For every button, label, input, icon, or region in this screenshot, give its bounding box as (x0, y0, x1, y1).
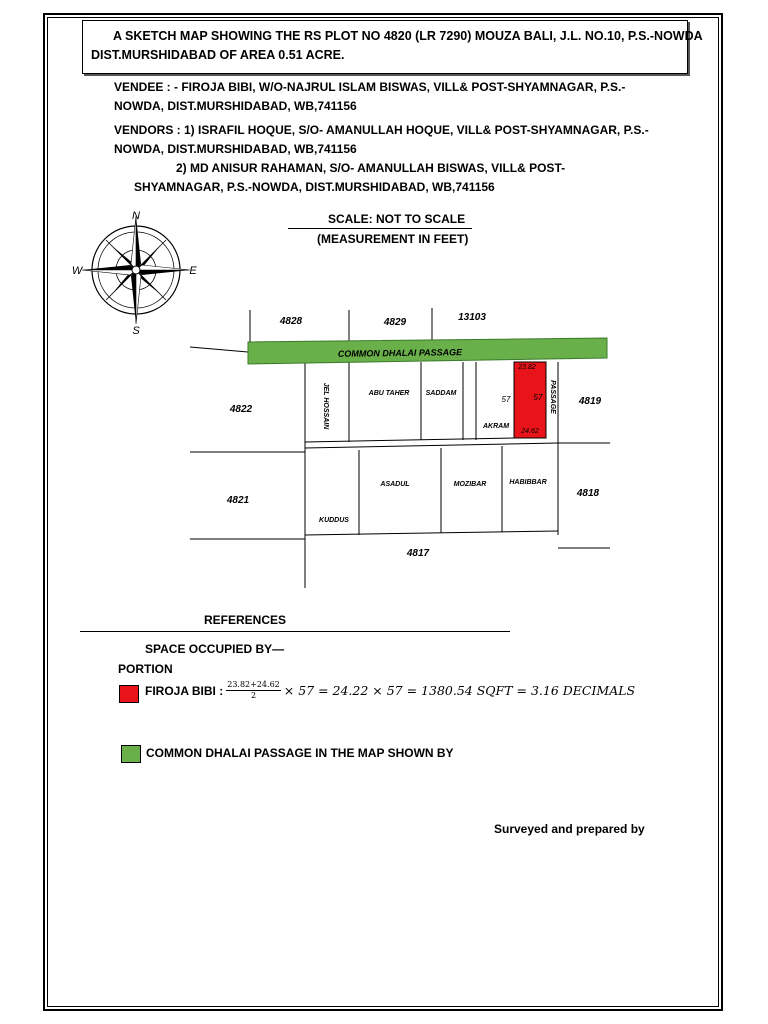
side-passage-label: PASSAGE (549, 380, 556, 414)
plot-4818: 4818 (576, 488, 600, 499)
title-line-1: A SKETCH MAP SHOWING THE RS PLOT NO 4820 (LR 7290) MOUZA BALI, J.L. NO.10, P.S.-NOWDA (113, 29, 703, 43)
passage-swatch (121, 745, 141, 763)
title-line-2: DIST.MURSHIDABAD OF AREA 0.51 ACRE. (91, 48, 345, 62)
compass-e: E (189, 265, 197, 277)
fraction-denominator: 2 (250, 691, 257, 700)
area-fraction (226, 680, 281, 701)
plot-4817: 4817 (406, 548, 430, 559)
plot-13103: 13103 (458, 312, 486, 323)
dim-bottom: 24.62 (521, 428, 539, 435)
owner-kuddus: KUDDUS (319, 517, 349, 524)
owner-jel-hossain: JEL HOSSAIN (322, 382, 329, 430)
plot-4822: 4822 (229, 404, 253, 415)
vendee-line-2: NOWDA, DIST.MURSHIDABAD, WB,741156 (114, 99, 357, 113)
surveyed-by: Surveyed and prepared by (494, 822, 645, 836)
vendors-line-4: SHYAMNAGAR, P.S.-NOWDA, DIST.MURSHIDABAD, WB,741156 (134, 180, 495, 194)
references-title: REFERENCES (204, 613, 287, 627)
vendors-line-2: NOWDA, DIST.MURSHIDABAD, WB,741156 (114, 142, 357, 156)
owner-saddam: SADDAM (425, 390, 457, 397)
owner-abu-taher: ABU TAHER (368, 390, 410, 397)
measurement-label: (MEASUREMENT IN FEET) (317, 232, 469, 246)
fraction-numerator: 23.82+24.62 (227, 680, 280, 689)
area-formula (145, 680, 635, 701)
owner-habibbar: HABIBBAR (509, 479, 547, 486)
compass-n: N (132, 210, 140, 222)
scale-label: SCALE: NOT TO SCALE (328, 212, 466, 226)
space-occupied-label: SPACE OCCUPIED BY— (145, 642, 285, 656)
vendors-line-1: VENDORS : 1) ISRAFIL HOQUE, S/O- AMANULLAH HOQUE, VILL& POST-SHYAMNAGAR, P.S.- (114, 123, 649, 137)
plot-4829: 4829 (383, 317, 407, 328)
compass-s: S (132, 325, 140, 336)
owner-akram: AKRAM (482, 423, 510, 430)
dim-top: 23.82 (518, 364, 536, 371)
owner-mozibar: MOZIBAR (453, 481, 487, 488)
firoja-swatch (119, 685, 139, 703)
plot-4821: 4821 (226, 495, 250, 506)
dim-left: 57 (501, 395, 511, 404)
portion-label: PORTION (118, 662, 173, 676)
vendee-line-1: VENDEE : - FIROJA BIBI, W/O-NAJRUL ISLAM BISWAS, VILL& POST-SHYAMNAGAR, P.S.- (114, 80, 626, 94)
owner-asadul: ASADUL (380, 481, 410, 488)
area-expression: × 57 = 24.22 × 57 = 1380.54 SQFT = 3.16 DECIMALS (283, 683, 636, 698)
plot-4828: 4828 (279, 316, 303, 327)
passage-note: COMMON DHALAI PASSAGE IN THE MAP SHOWN BY (146, 746, 454, 760)
vendors-line-3: 2) MD ANISUR RAHAMAN, S/O- AMANULLAH BISWAS, VILL& POST- (176, 161, 566, 175)
firoja-label: FIROJA BIBI : (145, 683, 224, 698)
passage-label: COMMON DHALAI PASSAGE (337, 347, 463, 359)
compass-w: W (72, 265, 83, 277)
references-underline (80, 631, 510, 632)
dim-right: 57 (533, 393, 543, 402)
plot-4819: 4819 (578, 396, 602, 407)
